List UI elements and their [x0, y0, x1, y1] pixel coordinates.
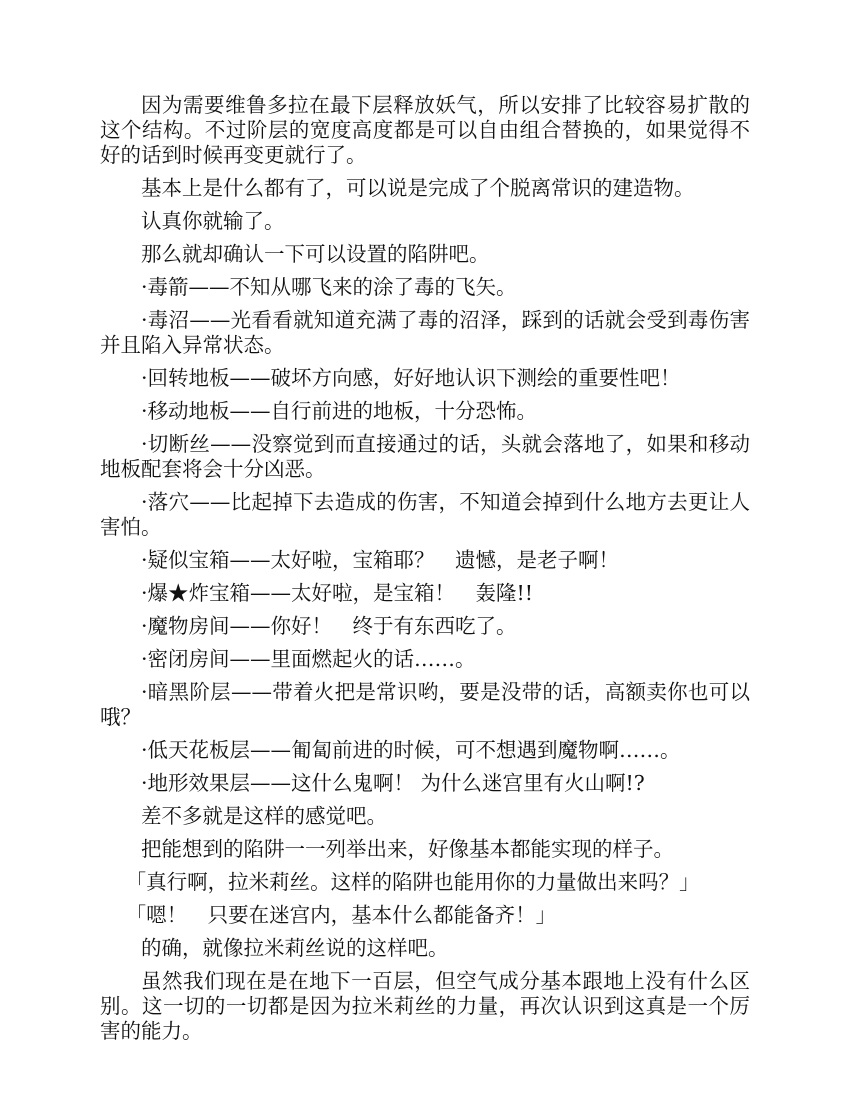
paragraph: 那么就却确认一下可以设置的陷阱吧。 [141, 242, 490, 266]
trap-list-item: ·魔物房间——你好！ 终于有东西吃了。 [141, 614, 517, 638]
trap-list-item: ·暗黑阶层——带着火把是常识哟，要是没带的话，高额卖你也可以哦？ [100, 680, 750, 729]
trap-list-item: ·移动地板——自行前进的地板，十分恐怖。 [141, 399, 538, 423]
paragraph: 因为需要维鲁多拉在最下层释放妖气，所以安排了比较容易扩散的这个结构。不过阶层的宽度高度都是可以自由组合替换的，如果觉得不好的话到时候再变更就行了。 [100, 93, 750, 167]
paragraph: 差不多就是这样的感觉吧。 [141, 804, 387, 828]
dialogue-line: 「嗯！ 只要在迷宫内，基本什么都能备齐！」 [125, 903, 557, 927]
document-page [100, 93, 750, 1052]
paragraph: 虽然我们现在是在地下一百层，但空气成分基本跟地上没有什么区别。这一切的一切都是因为拉米莉丝的力量，再次认识到这真是一个厉害的能力。 [100, 969, 750, 1043]
paragraph: 认真你就输了。 [141, 209, 285, 233]
trap-list-item: ·疑似宝箱——太好啦，宝箱耶？ 遗憾，是老子啊！ [141, 548, 620, 572]
dialogue-line: 「真行啊，拉米莉丝。这样的陷阱也能用你的力量做出来吗？」 [125, 870, 700, 894]
trap-list-item: ·毒箭——不知从哪飞来的涂了毒的飞矢。 [141, 275, 517, 299]
trap-list-item: ·爆★炸宝箱——太好啦，是宝箱！ 轰隆!! [141, 581, 533, 605]
trap-list-item: ·地形效果层——这什么鬼啊！ 为什么迷宫里有火山啊!? [141, 771, 645, 795]
trap-list-item: ·低天花板层——匍匐前进的时候，可不想遇到魔物啊……。 [141, 738, 681, 762]
trap-list-item: ·密闭房间——里面燃起火的话……。 [141, 647, 476, 671]
trap-list-item: ·切断丝——没察觉到而直接通过的话，头就会落地了，如果和移动地板配套将会十分凶恶。 [100, 432, 750, 481]
paragraph: 把能想到的陷阱一一列举出来，好像基本都能实现的样子。 [141, 837, 674, 861]
paragraph: 的确，就像拉米莉丝说的这样吧。 [141, 936, 449, 960]
trap-list-item: ·回转地板——破坏方向感，好好地认识下测绘的重要性吧！ [141, 366, 681, 390]
trap-list-item: ·毒沼——光看看就知道充满了毒的沼泽，踩到的话就会受到毒伤害并且陷入异常状态。 [100, 308, 750, 357]
paragraph: 基本上是什么都有了，可以说是完成了个脱离常识的建造物。 [141, 176, 695, 200]
trap-list-item: ·落穴——比起掉下去造成的伤害，不知道会掉到什么地方去更让人害怕。 [100, 490, 750, 539]
